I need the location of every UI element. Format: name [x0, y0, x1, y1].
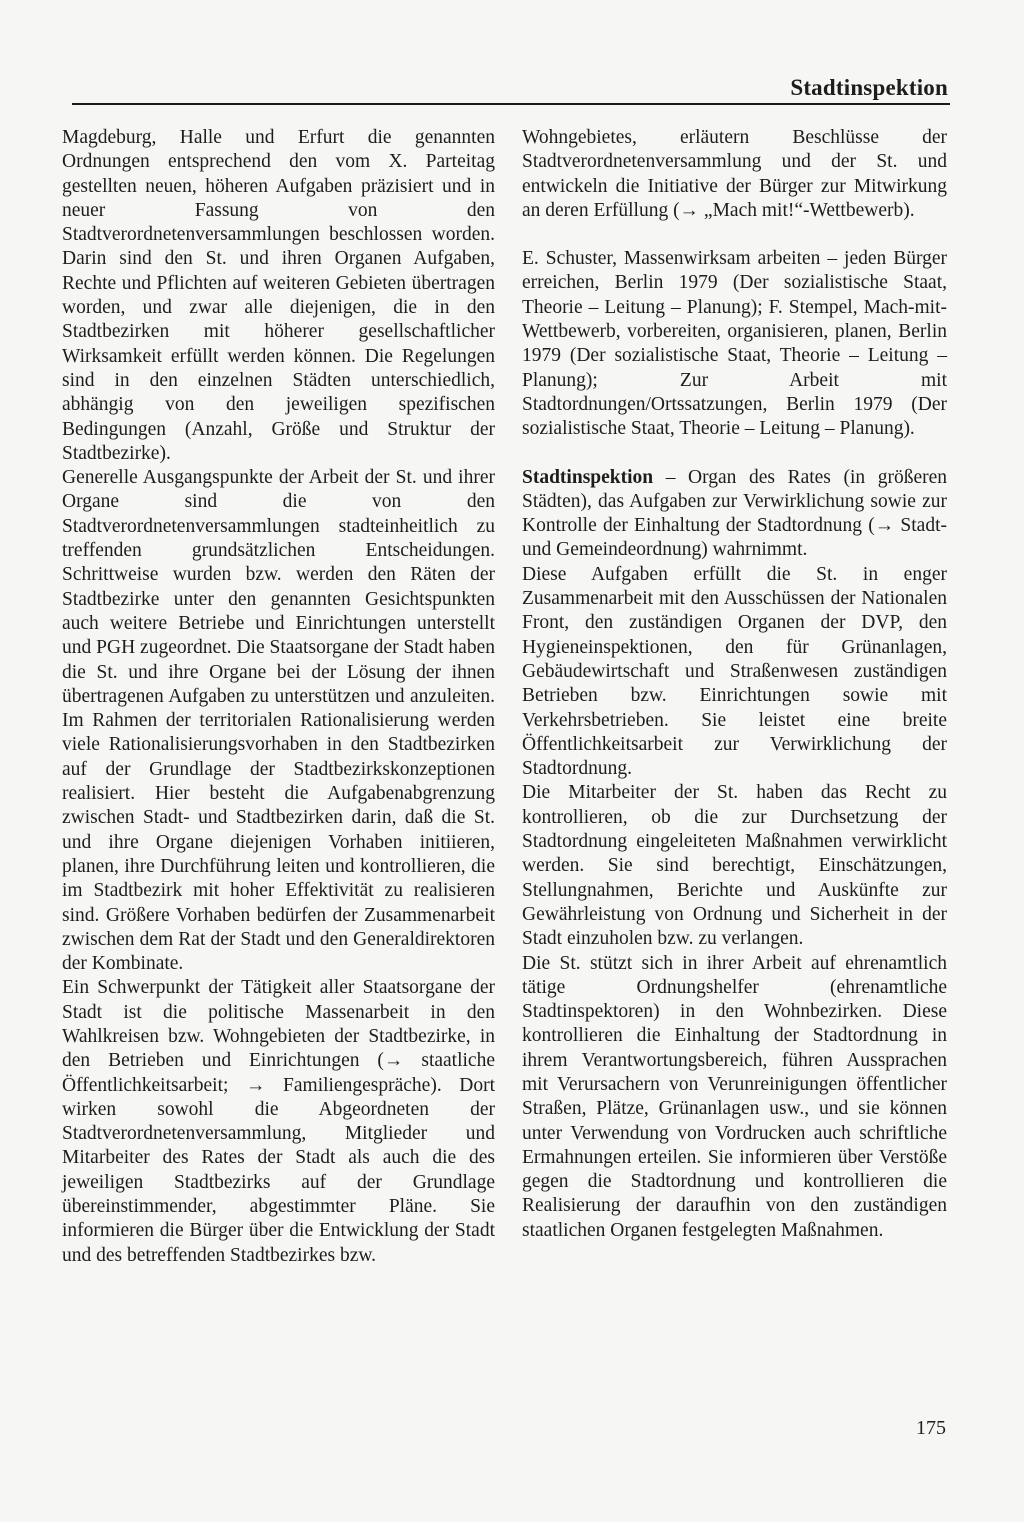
dictionary-entry [522, 466, 947, 563]
left-paragraph-3: Ein Schwerpunkt der Tätigkeit aller Staatsorgane der Stadt ist die politische Massenarbeit in den Wahlkreisen bzw. Wohngebieten der Stadtbezirke, in den Betrieben und Einrichtungen (→ staatliche Öffentlichkeitsarbeit; → Familiengespräche). Dort wirken sowohl die Abgeordneten der Stadtverordnetenversammlung, Mitglieder und Mitarbeiter des Rates der Stadt als auch die des jeweiligen Stadtbezirks auf der Grundlage übereinstimmender, abgestimmter Pläne. Sie informieren die Bürger über die Entwicklung der Stadt und des betreffenden Stadtbezirkes bzw. [62, 977, 495, 1266]
entry-paragraph-1: Diese Aufgaben erfüllt die St. in enger Zusammenarbeit mit den Ausschüssen der Nationalen Front, den zuständigen Organen der DVP, den Hygieneinspektionen, den für Grünanlagen, Gebäudewirtschaft und Straßenwesen zuständigen Betrieben bzw. Einrichtungen sowie mit Verkehrsbetrieben. Sie leistet eine breite Öffentlichkeitsarbeit zur Verwirklichung der Stadtordnung. [522, 563, 947, 780]
left-column [62, 126, 495, 1268]
entry-lemma: Stadtinspektion [522, 466, 654, 488]
header-rule [72, 103, 950, 105]
left-paragraph-1: Magdeburg, Halle und Erfurt die genannten Ordnungen entsprechend den vom X. Parteitag gestellten neuen, höheren Aufgaben präzisiert und in neuer Fassung von den Stadtverordnetenversammlungen beschlossen worden. Darin sind den St. und ihren Organen Aufgaben, Rechte und Pflichten auf weiteren Gebieten übertragen worden, und zwar alle diejenigen, die in den Stadtbezirken mit höherer gesellschaftlicher Wirksamkeit erfüllt werden können. Die Regelungen sind in den einzelnen Städten unterschiedlich, abhängig von den jeweiligen spezifischen Bedingungen (Anzahl, Größe und Struktur der Stadtbezirke). [62, 127, 495, 464]
left-paragraph-2: Generelle Ausgangspunkte der Arbeit der St. und ihrer Organe sind die von den Stadtverordnetenversammlungen stadteinheitlich zu treffenden grundsätzlichen Entscheidungen. Schrittweise wurden bzw. werden den Räten der Stadtbezirke unter den genannten Gesichtspunkten auch weitere Betriebe und Einrichtungen unterstellt und PGH zugeordnet. Die Staatsorgane der Stadt haben die St. und ihre Organe bei der Lösung der ihnen übertragenen Aufgaben zu unterstützen und anzuleiten. Im Rahmen der territorialen Rationalisierung werden viele Rationalisierungsvorhaben in den Stadtbezirken auf der Grundlage der Stadtbezirkskonzeptionen realisiert. Hier besteht die Aufgabenabgrenzung zwischen Stadt- und Stadtbezirken darin, daß die St. und ihre Organe diejenigen Vorhaben initiieren, planen, ihre Durchführung leiten und kontrollieren, die im Stadtbezirk mit hoher Effektivität zu realisieren sind. Größere Vorhaben bedürfen der Zusammenarbeit zwischen dem Rat der Stadt und den Generaldirektoren der Kombinate. [62, 467, 495, 975]
entry-definition: – Organ des Rates (in größeren Städten), das Aufgaben zur Verwirklichung sowie zur Kontrolle der Einhaltung der Stadtordnung (→ Stadt- und Gemeindeordnung) wahrnimmt. [522, 466, 947, 561]
page-number: 175 [916, 1417, 946, 1439]
references-paragraph: E. Schuster, Massenwirksam arbeiten – jeden Bürger erreichen, Berlin 1979 (Der sozialistische Staat, Theorie – Leitung – Planung); F. Stempel, Mach-mit-Wettbewerb, vorbereiten, organisieren, planen, Berlin 1979 (Der sozialistische Staat, Theorie – Leitung – Planung); Zur Arbeit mit Stadtordnungen/Ortssatzungen, Berlin 1979 (Der sozialistische Staat, Theorie – Leitung – Planung). [522, 248, 947, 440]
right-column [522, 126, 947, 1243]
entry-paragraph-3: Die St. stützt sich in ihrer Arbeit auf ehrenamtlich tätige Ordnungshelfer (ehrenamtliche Stadtinspektoren) in den Wohnbezirken. Diese kontrollieren die Einhaltung der Stadtordnung in ihrem Verantwortungsbereich, führen Aussprachen mit Verursachern von Verunreinigungen öffentlicher Straßen, Plätze, Grünanlagen usw., und sie können unter Verwendung von Vordrucken auch schriftliche Ermahnungen erteilen. Sie informieren über Verstöße gegen die Stadtordnung und kontrollieren die Realisierung der daraufhin von den zuständigen staatlichen Organen festgelegten Maßnahmen. [522, 952, 947, 1241]
right-continuation-paragraph: Wohngebietes, erläutern Beschlüsse der Stadtverordnetenversammlung und der St. und entwickeln die Initiative der Bürger zur Mitwirkung an deren Erfüllung (→ „Mach mit!“-Wettbewerb). [522, 127, 947, 221]
entry-paragraph-2: Die Mitarbeiter der St. haben das Recht zu kontrollieren, ob die zur Durchsetzung der Stadtordnung eingeleiteten Maßnahmen verwirklicht werden. Sie sind berechtigt, Einschätzungen, Stellungnahmen, Berichte und Auskünfte zur Gewährleistung von Ordnung und Sicherheit in der Stadt einzuholen bzw. zu verlangen. [522, 782, 947, 950]
page-header-title: Stadtinspektion [790, 75, 948, 100]
